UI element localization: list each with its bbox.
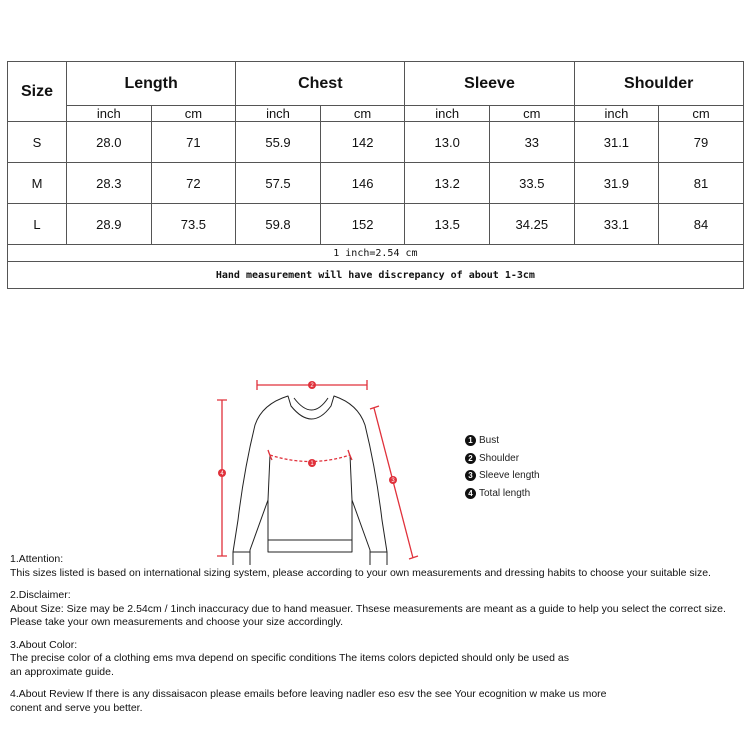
legend-item-shoulder	[465, 450, 540, 468]
value-cell: 28.9	[67, 204, 152, 245]
table-header-row	[8, 62, 744, 106]
attention-note	[10, 553, 750, 580]
value-cell: 59.8	[236, 204, 321, 245]
marker-1-label: 1	[310, 461, 314, 467]
legend-item-sleeve-length	[465, 467, 540, 485]
unit-header: inch	[67, 106, 152, 122]
neckline-icon	[294, 398, 328, 410]
table-row	[8, 122, 744, 163]
length-header: Length	[67, 62, 236, 106]
size-cell: M	[8, 163, 67, 204]
shoulder-header: Shoulder	[574, 62, 743, 106]
size-cell: L	[8, 204, 67, 245]
value-cell: 152	[320, 204, 405, 245]
unit-header: cm	[320, 106, 405, 122]
note-title: 3.About Color:	[10, 638, 78, 651]
note-title: 2.Disclaimer:	[10, 589, 71, 601]
legend-label: Sleeve length	[479, 470, 540, 482]
value-cell: 73.5	[151, 204, 236, 245]
sweater-outline-icon	[233, 396, 387, 565]
unit-header: cm	[151, 106, 236, 122]
unit-header: inch	[574, 106, 659, 122]
value-cell: 79	[659, 122, 744, 163]
color-note	[10, 639, 750, 680]
value-cell: 33.5	[490, 163, 575, 204]
note-text: This sizes listed is based on international sizing system, please according to your own measurements and dressing habits to choose your suitable size.	[10, 566, 711, 579]
disclaimer-note	[10, 589, 750, 630]
measurement-row	[8, 262, 744, 289]
value-cell: 33.1	[574, 204, 659, 245]
value-cell: 84	[659, 204, 744, 245]
measurement-legend	[465, 432, 540, 502]
value-cell: 55.9	[236, 122, 321, 163]
note-text: an approximate guide.	[10, 665, 114, 678]
number-2-icon: 2	[465, 453, 476, 464]
hem-rib-icon	[233, 540, 387, 552]
value-cell: 72	[151, 163, 236, 204]
value-cell: 28.3	[67, 163, 152, 204]
size-chart-table	[7, 61, 744, 289]
unit-header: cm	[659, 106, 744, 122]
value-cell: 146	[320, 163, 405, 204]
marker-2-label: 2	[310, 383, 314, 389]
number-3-icon: 3	[465, 470, 476, 481]
value-cell: 81	[659, 163, 744, 204]
size-notes	[10, 553, 750, 724]
legend-item-total-length	[465, 485, 540, 503]
note-text: conent and serve you better.	[10, 701, 143, 714]
note-text: 4.About Review If there is any dissaisacon please emails before leaving nadler eso esv the see Your ecognition w make us more	[10, 688, 607, 700]
unit-header-row	[8, 106, 744, 122]
sleeve-header: Sleeve	[405, 62, 574, 106]
value-cell: 57.5	[236, 163, 321, 204]
value-cell: 71	[151, 122, 236, 163]
legend-label: Bust	[479, 435, 500, 447]
number-1-icon: 1	[465, 435, 476, 446]
value-cell: 13.2	[405, 163, 490, 204]
legend-item-bust	[465, 432, 540, 450]
conversion-note: 1 inch=2.54 cm	[8, 245, 744, 262]
table-row	[8, 163, 744, 204]
table-row	[8, 204, 744, 245]
sweater-measurement-diagram	[195, 375, 420, 565]
value-cell: 31.9	[574, 163, 659, 204]
note-text: About Size: Size may be 2.54cm / 1inch inaccuracy due to hand measuer. Thsese measurements are meant as a guide to help you select the correct size.	[10, 602, 726, 615]
legend-label: Shoulder	[479, 452, 520, 464]
size-header: Size	[8, 62, 67, 122]
legend-label: Total length	[479, 487, 531, 499]
value-cell: 28.0	[67, 122, 152, 163]
measurement-note: Hand measurement will have discrepancy of about 1-3cm	[8, 262, 744, 289]
marker-3-label: 3	[391, 478, 395, 484]
total-length-measure-line	[217, 400, 227, 556]
review-note	[10, 688, 750, 715]
value-cell: 31.1	[574, 122, 659, 163]
unit-header: inch	[405, 106, 490, 122]
value-cell: 34.25	[490, 204, 575, 245]
unit-header: cm	[490, 106, 575, 122]
note-text: Please take your own measurements and choose your size accordingly.	[10, 616, 344, 628]
chest-header: Chest	[236, 62, 405, 106]
size-cell: S	[8, 122, 67, 163]
value-cell: 142	[320, 122, 405, 163]
marker-4-label: 4	[220, 471, 224, 477]
value-cell: 13.5	[405, 204, 490, 245]
unit-header: inch	[236, 106, 321, 122]
number-4-icon: 4	[465, 488, 476, 499]
value-cell: 13.0	[405, 122, 490, 163]
conversion-row	[8, 245, 744, 262]
note-title: 1.Attention:	[10, 553, 64, 565]
value-cell: 33	[490, 122, 575, 163]
note-text: The precise color of a clothing ems mva depend on specific conditions The items colors depicted should only be used as	[10, 652, 569, 664]
